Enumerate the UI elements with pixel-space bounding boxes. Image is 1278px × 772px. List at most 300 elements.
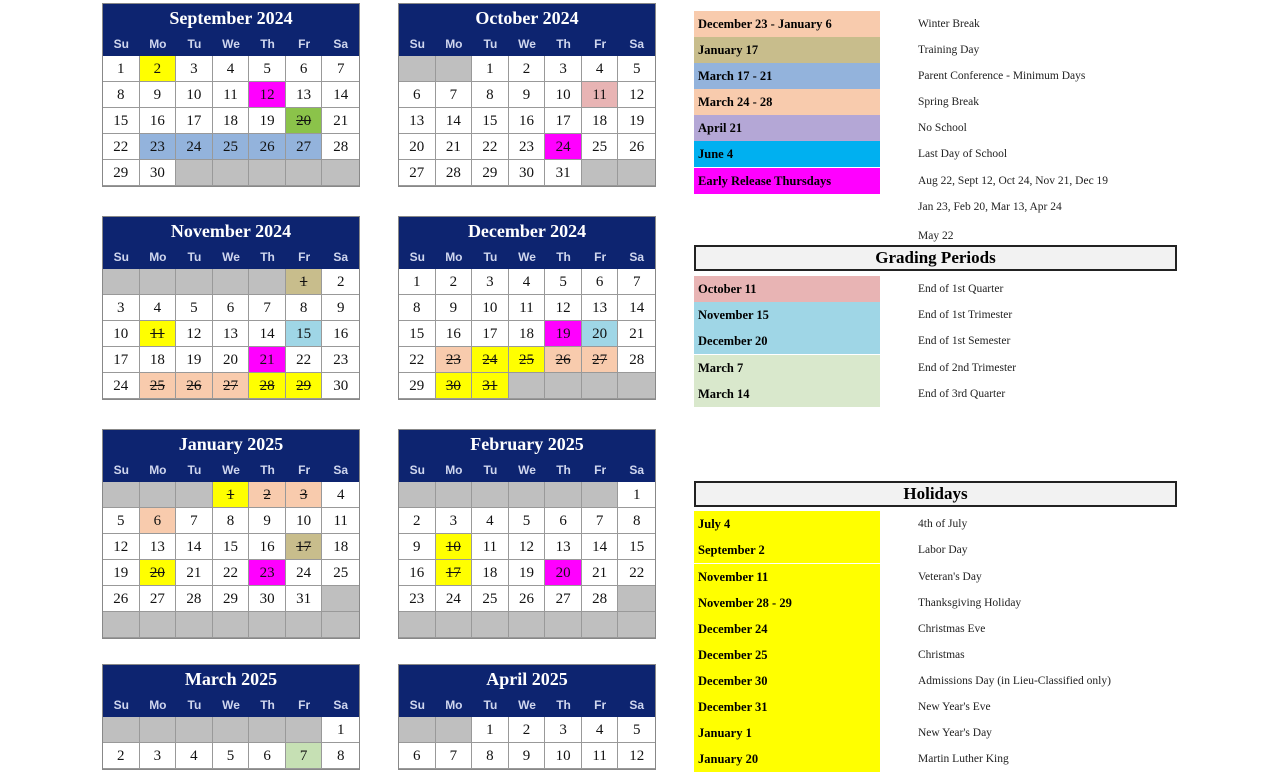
day-cell: 12 bbox=[618, 743, 655, 769]
day-cell: 6 bbox=[399, 743, 436, 769]
day-cell: 20 bbox=[399, 134, 436, 160]
day-cell: 5 bbox=[176, 295, 213, 321]
empty-day-cell bbox=[399, 717, 436, 743]
day-cell: 20 bbox=[286, 108, 323, 134]
day-cell: 30 bbox=[140, 160, 177, 186]
day-cell: 19 bbox=[545, 321, 582, 347]
day-cell: 2 bbox=[509, 717, 546, 743]
day-cell: 22 bbox=[213, 560, 250, 586]
day-cell: 24 bbox=[103, 373, 140, 399]
empty-day-cell bbox=[213, 269, 250, 295]
day-cell: 26 bbox=[618, 134, 655, 160]
weekday-label: Mo bbox=[445, 698, 463, 712]
month-calendar bbox=[102, 664, 360, 770]
empty-day-cell bbox=[140, 612, 177, 638]
day-cell: 29 bbox=[472, 160, 509, 186]
day-cell: 17 bbox=[286, 534, 323, 560]
weekday-label: Th bbox=[260, 698, 275, 712]
weekday-label: Sa bbox=[629, 37, 645, 51]
empty-day-cell bbox=[618, 586, 655, 612]
day-cell: 1 bbox=[286, 269, 323, 295]
day-cell: 3 bbox=[286, 482, 323, 508]
empty-day-cell bbox=[472, 612, 509, 638]
month-title: January 2025 bbox=[103, 430, 359, 458]
weekday-label: Tu bbox=[187, 250, 202, 264]
weekday-label: Th bbox=[260, 250, 275, 264]
day-cell: 4 bbox=[213, 56, 250, 82]
empty-day-cell bbox=[249, 612, 286, 638]
day-cell: 25 bbox=[322, 560, 359, 586]
day-cell: 21 bbox=[249, 347, 286, 373]
holiday-description: New Year's Eve bbox=[918, 701, 991, 713]
empty-day-cell bbox=[322, 612, 359, 638]
weekday-label: We bbox=[518, 463, 536, 477]
day-cell: 27 bbox=[213, 373, 250, 399]
empty-day-cell bbox=[618, 373, 655, 399]
month-calendar bbox=[398, 3, 656, 187]
day-cell: 4 bbox=[322, 482, 359, 508]
empty-day-cell bbox=[176, 160, 213, 186]
day-cell: 6 bbox=[213, 295, 250, 321]
grading-row bbox=[694, 328, 1254, 354]
holiday-label: November 11 bbox=[694, 564, 880, 590]
month-calendar bbox=[102, 216, 360, 400]
holiday-description: Christmas Eve bbox=[918, 623, 986, 635]
day-cell: 24 bbox=[286, 560, 323, 586]
month-title: December 2024 bbox=[399, 217, 655, 245]
month-title: March 2025 bbox=[103, 665, 359, 693]
holiday-row bbox=[694, 642, 1254, 668]
weekday-header bbox=[399, 693, 655, 717]
weekday-header bbox=[399, 245, 655, 269]
empty-day-cell bbox=[103, 612, 140, 638]
day-cell: 11 bbox=[509, 295, 546, 321]
day-cell: 16 bbox=[399, 560, 436, 586]
day-cell: 22 bbox=[399, 347, 436, 373]
day-cell: 22 bbox=[103, 134, 140, 160]
day-cell: 14 bbox=[249, 321, 286, 347]
day-cell: 3 bbox=[545, 717, 582, 743]
weekday-label: Tu bbox=[483, 698, 498, 712]
day-cell: 8 bbox=[213, 508, 250, 534]
empty-day-cell bbox=[509, 482, 546, 508]
day-grid bbox=[103, 56, 359, 186]
day-cell: 2 bbox=[249, 482, 286, 508]
day-cell: 19 bbox=[176, 347, 213, 373]
grading-label: March 7 bbox=[694, 355, 880, 381]
grading-row bbox=[694, 276, 1254, 302]
day-cell: 17 bbox=[176, 108, 213, 134]
weekday-label: Th bbox=[260, 463, 275, 477]
day-cell: 21 bbox=[322, 108, 359, 134]
key-row bbox=[694, 115, 1254, 141]
key-description: Parent Conference - Minimum Days bbox=[918, 70, 1086, 82]
grading-description: End of 2nd Trimester bbox=[918, 362, 1017, 374]
day-cell: 29 bbox=[399, 373, 436, 399]
day-cell: 5 bbox=[509, 508, 546, 534]
day-cell: 12 bbox=[618, 82, 655, 108]
holiday-row bbox=[694, 590, 1254, 616]
holiday-label: December 24 bbox=[694, 616, 880, 642]
day-cell: 7 bbox=[286, 743, 323, 769]
empty-day-cell bbox=[103, 482, 140, 508]
day-cell: 2 bbox=[399, 508, 436, 534]
weekday-label: Su bbox=[113, 698, 129, 712]
day-cell: 9 bbox=[399, 534, 436, 560]
weekday-label: We bbox=[222, 698, 240, 712]
day-cell: 10 bbox=[545, 743, 582, 769]
day-cell: 28 bbox=[176, 586, 213, 612]
month-title: October 2024 bbox=[399, 4, 655, 32]
day-cell: 11 bbox=[582, 82, 619, 108]
weekday-label: We bbox=[518, 698, 536, 712]
day-cell: 3 bbox=[472, 269, 509, 295]
day-cell: 15 bbox=[213, 534, 250, 560]
key-description: Last Day of School bbox=[918, 148, 1008, 160]
holiday-description: Martin Luther King bbox=[918, 753, 1009, 765]
key-label: April 21 bbox=[694, 115, 880, 141]
empty-day-cell bbox=[140, 482, 177, 508]
empty-day-cell bbox=[176, 482, 213, 508]
empty-day-cell bbox=[545, 482, 582, 508]
weekday-label: Su bbox=[409, 463, 425, 477]
weekday-label: Sa bbox=[333, 37, 349, 51]
empty-day-cell bbox=[545, 612, 582, 638]
day-cell: 2 bbox=[103, 743, 140, 769]
day-cell: 15 bbox=[472, 108, 509, 134]
day-cell: 31 bbox=[545, 160, 582, 186]
day-cell: 9 bbox=[509, 82, 546, 108]
weekday-label: Fr bbox=[594, 463, 607, 477]
weekday-header bbox=[103, 245, 359, 269]
weekday-label: Fr bbox=[594, 37, 607, 51]
day-cell: 22 bbox=[472, 134, 509, 160]
weekday-label: Mo bbox=[149, 698, 167, 712]
weekday-label: Fr bbox=[298, 463, 311, 477]
empty-day-cell bbox=[436, 482, 473, 508]
day-cell: 16 bbox=[322, 321, 359, 347]
weekday-label: Th bbox=[556, 37, 571, 51]
day-cell: 9 bbox=[509, 743, 546, 769]
key-description: Winter Break bbox=[918, 18, 980, 30]
day-cell: 28 bbox=[436, 160, 473, 186]
holiday-label: December 25 bbox=[694, 642, 880, 668]
early-release-dates-continued: Jan 23, Feb 20, Mar 13, Apr 24 bbox=[918, 201, 1062, 213]
day-grid bbox=[103, 269, 359, 399]
day-cell: 26 bbox=[249, 134, 286, 160]
weekday-label: Fr bbox=[594, 698, 607, 712]
day-cell: 19 bbox=[509, 560, 546, 586]
weekday-label: Tu bbox=[187, 463, 202, 477]
day-cell: 24 bbox=[472, 347, 509, 373]
weekday-label: Mo bbox=[445, 463, 463, 477]
day-cell: 3 bbox=[436, 508, 473, 534]
day-cell: 20 bbox=[545, 560, 582, 586]
day-cell: 29 bbox=[213, 586, 250, 612]
weekday-header bbox=[103, 458, 359, 482]
day-cell: 7 bbox=[618, 269, 655, 295]
day-cell: 12 bbox=[103, 534, 140, 560]
empty-day-cell bbox=[176, 717, 213, 743]
weekday-label: Th bbox=[260, 37, 275, 51]
weekday-label: Sa bbox=[629, 250, 645, 264]
grading-periods-header: Grading Periods bbox=[694, 245, 1177, 271]
empty-day-cell bbox=[582, 373, 619, 399]
day-cell: 11 bbox=[140, 321, 177, 347]
holiday-label: December 30 bbox=[694, 668, 880, 694]
key-description: Spring Break bbox=[918, 96, 980, 108]
holiday-row bbox=[694, 720, 1254, 746]
day-cell: 26 bbox=[176, 373, 213, 399]
month-calendar bbox=[102, 429, 360, 639]
day-cell: 26 bbox=[509, 586, 546, 612]
day-cell: 13 bbox=[399, 108, 436, 134]
day-cell: 30 bbox=[322, 373, 359, 399]
day-cell: 18 bbox=[472, 560, 509, 586]
weekday-label: Tu bbox=[187, 37, 202, 51]
weekday-label: Sa bbox=[333, 250, 349, 264]
day-cell: 7 bbox=[582, 508, 619, 534]
day-cell: 14 bbox=[618, 295, 655, 321]
day-cell: 15 bbox=[286, 321, 323, 347]
day-cell: 21 bbox=[618, 321, 655, 347]
day-cell: 23 bbox=[436, 347, 473, 373]
holiday-description: New Year's Day bbox=[918, 727, 992, 739]
empty-day-cell bbox=[509, 612, 546, 638]
grading-row bbox=[694, 302, 1254, 328]
day-cell: 10 bbox=[436, 534, 473, 560]
day-cell: 7 bbox=[322, 56, 359, 82]
day-cell: 25 bbox=[472, 586, 509, 612]
month-title: September 2024 bbox=[103, 4, 359, 32]
day-cell: 1 bbox=[103, 56, 140, 82]
day-cell: 1 bbox=[618, 482, 655, 508]
day-cell: 18 bbox=[322, 534, 359, 560]
weekday-label: Th bbox=[556, 250, 571, 264]
key-row bbox=[694, 11, 1254, 37]
month-calendar bbox=[398, 429, 656, 639]
day-cell: 3 bbox=[545, 56, 582, 82]
day-cell: 6 bbox=[545, 508, 582, 534]
day-cell: 10 bbox=[286, 508, 323, 534]
day-cell: 7 bbox=[176, 508, 213, 534]
key-description: Training Day bbox=[918, 44, 980, 56]
key-label: December 23 - January 6 bbox=[694, 11, 880, 37]
day-cell: 7 bbox=[249, 295, 286, 321]
empty-day-cell bbox=[140, 717, 177, 743]
weekday-label: We bbox=[518, 37, 536, 51]
empty-day-cell bbox=[286, 717, 323, 743]
empty-day-cell bbox=[322, 160, 359, 186]
day-cell: 15 bbox=[103, 108, 140, 134]
day-cell: 16 bbox=[436, 321, 473, 347]
day-cell: 5 bbox=[249, 56, 286, 82]
day-cell: 1 bbox=[472, 56, 509, 82]
key-description: Aug 22, Sept 12, Oct 24, Nov 21, Dec 19 bbox=[918, 175, 1109, 187]
day-cell: 16 bbox=[140, 108, 177, 134]
day-cell: 8 bbox=[399, 295, 436, 321]
day-cell: 13 bbox=[140, 534, 177, 560]
day-cell: 19 bbox=[249, 108, 286, 134]
empty-day-cell bbox=[286, 612, 323, 638]
day-cell: 12 bbox=[509, 534, 546, 560]
grading-label: March 14 bbox=[694, 381, 880, 407]
weekday-label: We bbox=[222, 37, 240, 51]
day-cell: 4 bbox=[582, 717, 619, 743]
holiday-row bbox=[694, 694, 1254, 720]
day-cell: 17 bbox=[472, 321, 509, 347]
day-cell: 4 bbox=[472, 508, 509, 534]
weekday-label: Su bbox=[409, 250, 425, 264]
day-cell: 14 bbox=[176, 534, 213, 560]
holiday-label: September 2 bbox=[694, 537, 880, 563]
day-cell: 23 bbox=[509, 134, 546, 160]
empty-day-cell bbox=[582, 612, 619, 638]
key-row bbox=[694, 168, 1254, 194]
day-cell: 15 bbox=[618, 534, 655, 560]
empty-day-cell bbox=[509, 373, 546, 399]
empty-day-cell bbox=[103, 717, 140, 743]
day-cell: 10 bbox=[545, 82, 582, 108]
day-cell: 8 bbox=[472, 82, 509, 108]
empty-day-cell bbox=[436, 717, 473, 743]
day-cell: 8 bbox=[322, 743, 359, 769]
day-cell: 12 bbox=[545, 295, 582, 321]
grading-description: End of 1st Semester bbox=[918, 335, 1011, 347]
day-cell: 19 bbox=[103, 560, 140, 586]
day-cell: 23 bbox=[322, 347, 359, 373]
month-calendar bbox=[398, 664, 656, 770]
key-row bbox=[694, 63, 1254, 89]
day-cell: 28 bbox=[618, 347, 655, 373]
day-cell: 1 bbox=[322, 717, 359, 743]
day-cell: 17 bbox=[436, 560, 473, 586]
day-cell: 14 bbox=[322, 82, 359, 108]
day-cell: 28 bbox=[582, 586, 619, 612]
day-cell: 22 bbox=[618, 560, 655, 586]
day-cell: 7 bbox=[436, 82, 473, 108]
day-cell: 3 bbox=[140, 743, 177, 769]
day-cell: 20 bbox=[582, 321, 619, 347]
day-cell: 13 bbox=[545, 534, 582, 560]
day-cell: 11 bbox=[582, 743, 619, 769]
empty-day-cell bbox=[249, 160, 286, 186]
day-cell: 17 bbox=[545, 108, 582, 134]
weekday-label: Su bbox=[409, 37, 425, 51]
holiday-row bbox=[694, 616, 1254, 642]
weekday-label: Th bbox=[556, 698, 571, 712]
day-cell: 4 bbox=[176, 743, 213, 769]
holidays-header: Holidays bbox=[694, 481, 1177, 507]
weekday-label: Mo bbox=[149, 250, 167, 264]
key-row bbox=[694, 89, 1254, 115]
weekday-label: Fr bbox=[298, 250, 311, 264]
day-cell: 5 bbox=[545, 269, 582, 295]
day-cell: 14 bbox=[582, 534, 619, 560]
day-cell: 14 bbox=[436, 108, 473, 134]
day-cell: 30 bbox=[249, 586, 286, 612]
day-cell: 1 bbox=[213, 482, 250, 508]
key-label: January 17 bbox=[694, 37, 880, 63]
empty-day-cell bbox=[618, 612, 655, 638]
holiday-label: December 31 bbox=[694, 694, 880, 720]
empty-day-cell bbox=[399, 612, 436, 638]
weekday-label: Fr bbox=[298, 698, 311, 712]
day-cell: 27 bbox=[582, 347, 619, 373]
day-cell: 29 bbox=[103, 160, 140, 186]
day-cell: 5 bbox=[618, 717, 655, 743]
day-cell: 27 bbox=[545, 586, 582, 612]
day-cell: 2 bbox=[140, 56, 177, 82]
weekday-label: Su bbox=[113, 463, 129, 477]
day-cell: 1 bbox=[399, 269, 436, 295]
day-cell: 28 bbox=[322, 134, 359, 160]
key-row bbox=[694, 141, 1254, 167]
holiday-label: July 4 bbox=[694, 511, 880, 537]
day-cell: 9 bbox=[322, 295, 359, 321]
holiday-label: November 28 - 29 bbox=[694, 590, 880, 616]
grading-label: December 20 bbox=[694, 328, 880, 354]
month-title: February 2025 bbox=[399, 430, 655, 458]
grading-description: End of 1st Quarter bbox=[918, 283, 1004, 295]
day-grid bbox=[399, 269, 655, 399]
day-cell: 5 bbox=[103, 508, 140, 534]
holiday-row bbox=[694, 746, 1254, 772]
day-cell: 7 bbox=[436, 743, 473, 769]
day-cell: 12 bbox=[176, 321, 213, 347]
day-cell: 31 bbox=[472, 373, 509, 399]
day-cell: 13 bbox=[213, 321, 250, 347]
weekday-label: Fr bbox=[298, 37, 311, 51]
day-cell: 12 bbox=[249, 82, 286, 108]
day-cell: 13 bbox=[582, 295, 619, 321]
day-cell: 23 bbox=[140, 134, 177, 160]
day-cell: 3 bbox=[176, 56, 213, 82]
day-grid bbox=[399, 482, 655, 638]
day-cell: 30 bbox=[509, 160, 546, 186]
weekday-label: We bbox=[222, 250, 240, 264]
empty-day-cell bbox=[472, 482, 509, 508]
weekday-label: Mo bbox=[149, 463, 167, 477]
day-cell: 8 bbox=[103, 82, 140, 108]
empty-day-cell bbox=[582, 482, 619, 508]
weekday-label: Sa bbox=[629, 463, 645, 477]
day-cell: 6 bbox=[582, 269, 619, 295]
weekday-label: Sa bbox=[629, 698, 645, 712]
day-cell: 16 bbox=[509, 108, 546, 134]
day-grid bbox=[103, 717, 359, 769]
day-cell: 4 bbox=[509, 269, 546, 295]
day-cell: 21 bbox=[436, 134, 473, 160]
day-cell: 23 bbox=[399, 586, 436, 612]
empty-day-cell bbox=[545, 373, 582, 399]
day-cell: 11 bbox=[213, 82, 250, 108]
day-cell: 18 bbox=[213, 108, 250, 134]
day-cell: 23 bbox=[249, 560, 286, 586]
day-grid bbox=[103, 482, 359, 638]
day-cell: 31 bbox=[286, 586, 323, 612]
day-cell: 25 bbox=[140, 373, 177, 399]
key-label: June 4 bbox=[694, 141, 880, 167]
weekday-label: Mo bbox=[445, 37, 463, 51]
empty-day-cell bbox=[249, 717, 286, 743]
day-cell: 3 bbox=[103, 295, 140, 321]
weekday-label: We bbox=[518, 250, 536, 264]
weekday-label: Sa bbox=[333, 698, 349, 712]
day-cell: 20 bbox=[213, 347, 250, 373]
day-cell: 13 bbox=[286, 82, 323, 108]
holiday-description: Veteran's Day bbox=[918, 571, 982, 583]
